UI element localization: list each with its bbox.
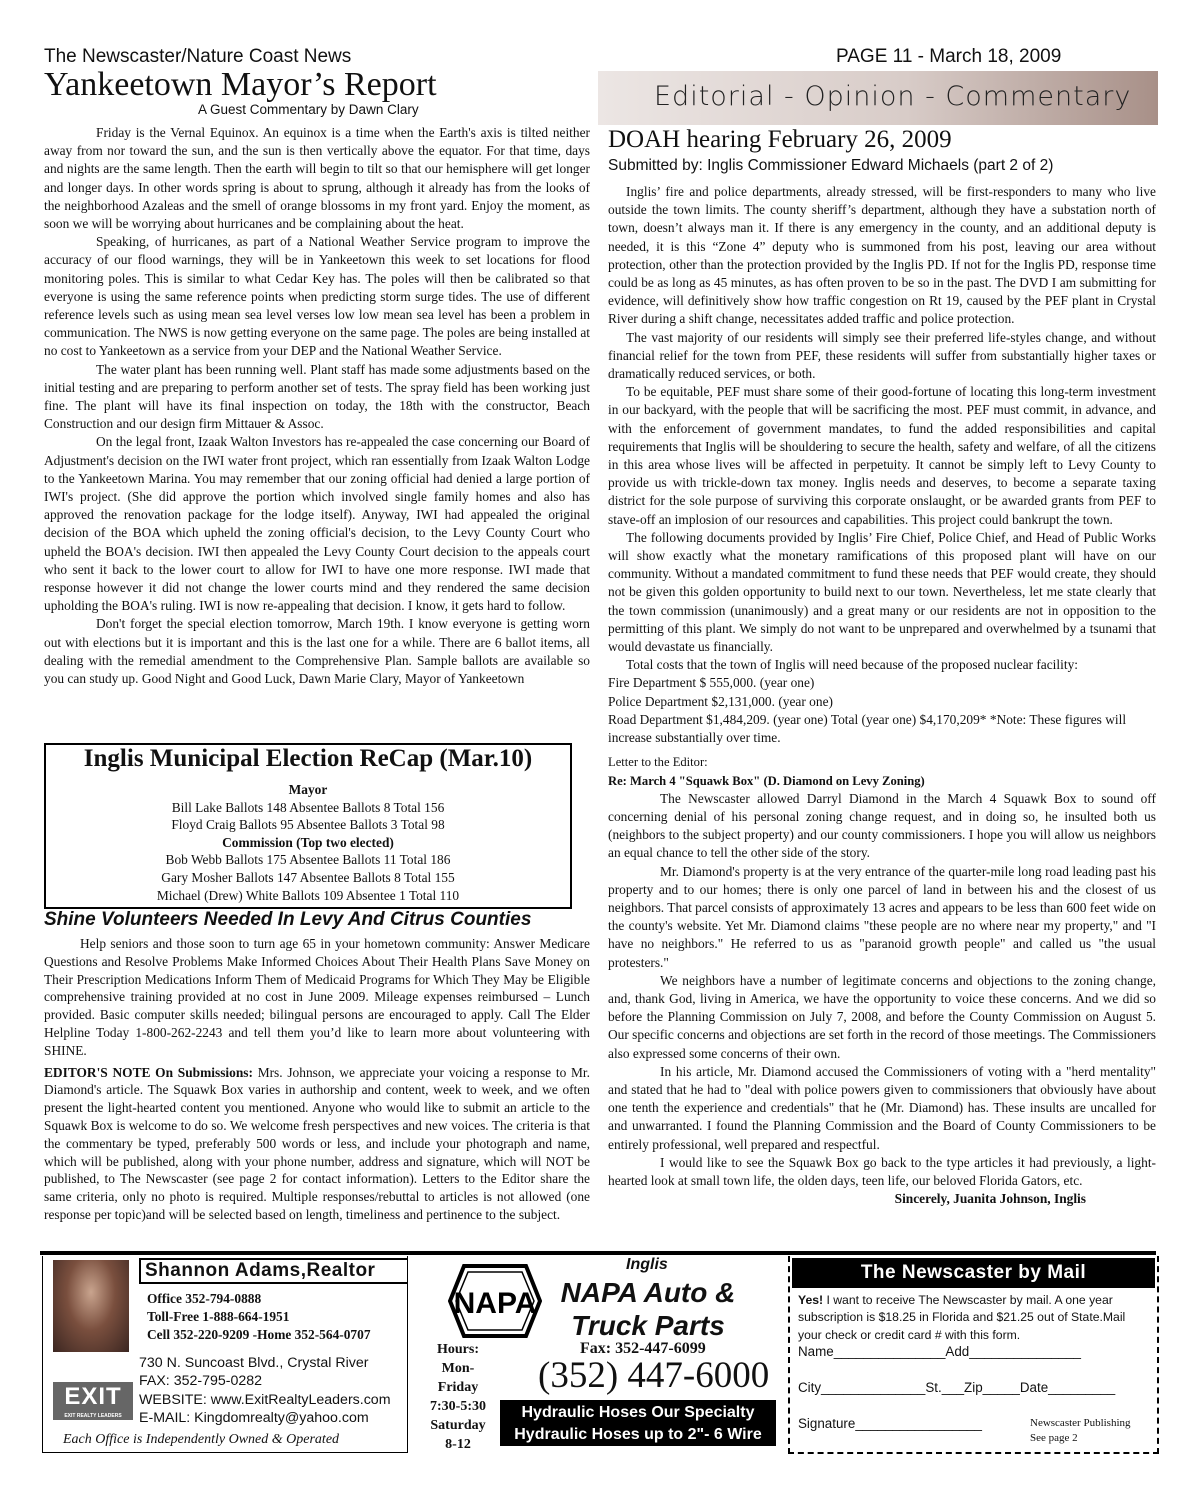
editorial-paragraph: To be equitable, PEF must share some of their good-fortune of locating this long-term investment in our backyard, with the people that will be sacrificing the most. PEF must commit, in advance, and with the enforcement of government mandates, to fund the added responsibilities and capital requirements that Inglis will be shouldering to secure the health, safety and welfare, of all the citizens in this area whose lives will be affected in perpetuity. It cannot be simply left to Levy County to provide us with trickle-down tax money. Inglis needs and deserves, to become a separate taxing district for the sole purpose of surviving this corporate onslaught, or be awarded grants from PEF to stave-off an implosion of our resources and capabilities. This project could bankrupt the town. bbox=[608, 384, 1156, 527]
letter-subject: Re: March 4 "Squawk Box" (D. Diamond on Levy Zoning) bbox=[608, 773, 925, 788]
editor-note-text: Mrs. Johnson, we appreciate your voicing a response to Mr. Diamond's article. The Squawk Box varies in authorship and content, week to week, and we often present the light-hearted content you mentioned. Anyone who would like to submit an article to the Squawk Box is welcome to do so. We welcome fresh perspectives and new voices. The criteria is that the commentary be typed, preferably 500 words or less, and include your photograph and name, which will be published, along with your phone number, address and signature, which will NOT be published, to The Newscaster (see page 2 for contact information). Letters to the Editor share the same criteria, only no photo is required. Multiple responses/rebuttal to articles is not allowed (one response per topic)and will be selected based on length, timeliness and pertinence to the subject. bbox=[44, 1064, 590, 1222]
mail-footer-line: Newscaster Publishing bbox=[1030, 1417, 1131, 1429]
napa-hours-line: Hours: bbox=[437, 1342, 479, 1357]
letter-paragraph: The Newscaster allowed Darryl Diamond in the March 4 Squawk Box to sound off concerning denial of his personal zoning change request, and in doing so, he insulted both us (neighbors to the subject property) and our county commissioners. I hope you will allow us neighbors an equal chance to tell the other side of the story. bbox=[608, 790, 1156, 861]
mayor-report-title: Yankeetown Mayor’s Report bbox=[44, 66, 437, 103]
realtor-ad bbox=[42, 1256, 408, 1453]
realtor-name: Shannon Adams,Realtor bbox=[139, 1258, 407, 1284]
election-title: Inglis Municipal Election ReCap (Mar.10) bbox=[83, 745, 533, 772]
mail-signature-field: Signature_________________ bbox=[798, 1416, 982, 1431]
election-results bbox=[46, 781, 570, 904]
mayor-paragraph: Friday is the Vernal Equinox. An equinox is a time when the Earth's axis is tilted neither away from nor toward the sun, and the sun is then vertically above the equator. For that time, days and nights are the same length. Then the earth will begin to tilt so that our hemisphere will get longer and longer days. In other words spring is about to sprung, although it already has from the looks of the neighborhood Azaleas and the smell of orange blossoms in my front yard. Enjoy the moment, as soon we will be worrying about hurricanes and be complaining about the heat. bbox=[44, 125, 590, 232]
realtor-address: 730 N. Suncoast Blvd., Crystal River bbox=[139, 1355, 369, 1371]
napa-hours-line: 7:30-5:30 bbox=[430, 1399, 486, 1414]
editorial-paragraph: The vast majority of our residents will simply see their preferred life-styles change, and without financial relief for the town from PEF, these residents will suffer from substantially higher taxes or dramatically reduced services, or both. bbox=[608, 329, 1156, 382]
mail-name-field: Name_______________Add_______________ bbox=[798, 1344, 1081, 1359]
napa-phone: (352) 447-6000 bbox=[538, 1355, 770, 1396]
realtor-phone: Toll-Free 1-888-664-1951 bbox=[147, 1309, 290, 1324]
napa-name-line: Truck Parts bbox=[571, 1310, 725, 1341]
realtor-fax: FAX: 352-795-0282 bbox=[139, 1373, 263, 1390]
election-heading: Commission (Top two elected) bbox=[222, 834, 394, 850]
shine-title: Shine Volunteers Needed In Levy And Citrus Counties bbox=[44, 909, 532, 930]
napa-name-line: NAPA Auto & bbox=[560, 1277, 736, 1308]
napa-name bbox=[548, 1276, 748, 1342]
editor-note bbox=[44, 1064, 590, 1224]
napa-hours-line: 8-12 bbox=[445, 1437, 471, 1452]
editorial-body bbox=[608, 183, 1156, 1208]
doah-title: DOAH hearing February 26, 2009 bbox=[608, 126, 952, 153]
exit-logo-subtext: EXIT REALTY LEADERS bbox=[64, 1413, 122, 1419]
editor-note-label: EDITOR'S NOTE On Submissions: bbox=[44, 1064, 253, 1080]
editorial-banner bbox=[598, 71, 1158, 125]
letter-paragraph: We neighbors have a number of legitimate concerns and objections to the zoning change, and, thank God, living in America, we have the opportunity to voice these concerns. And we did so before the Planning Commission on July 7, 2008, and before the County Commission on August 5. Our specific concerns and objections are set forth in the record of those meetings. The Commissioners also expressed some concerns of their own. bbox=[608, 972, 1156, 1061]
exit-logo-text: EXIT bbox=[64, 1383, 122, 1410]
election-line: Bob Webb Ballots 175 Absentee Ballots 11 Total 186 bbox=[165, 852, 451, 868]
napa-hours bbox=[416, 1340, 500, 1454]
letter-paragraph: I would like to see the Squawk Box go back to the type articles it had previously, a light-hearted look at small town life, the olden days, teen life, our beloved Florida Gators, etc. bbox=[608, 1154, 1156, 1188]
napa-logo-text: NAPA bbox=[453, 1287, 537, 1320]
election-heading: Mayor bbox=[288, 782, 328, 797]
cost-line: Road Department $1,484,209. (year one) Total (year one) $4,170,209* *Note: These figures will increase substantially over time. bbox=[608, 711, 1127, 746]
mayor-paragraph: Don't forget the special election tomorrow, March 19th. I know everyone is getting worn out with elections but it is important and this is the last one for a while. There are 6 ballot items, all dealing with the remedial amendment to the Comprehensive Plan. Sample ballots are available so you can study up. Good Night and Good Luck, Dawn Marie Clary, Mayor of Yankeetown bbox=[44, 616, 590, 687]
napa-hose-line: Hydraulic Hoses Our Specialty bbox=[521, 1404, 755, 1421]
doah-subtitle: Submitted by: Inglis Commissioner Edward Michaels (part 2 of 2) bbox=[608, 157, 1054, 174]
realtor-phone: Cell 352-220-9209 -Home 352-564-0707 bbox=[147, 1327, 371, 1342]
mail-city-field: City______________St.___Zip_____Date_________ bbox=[798, 1380, 1116, 1395]
mail-subscription-form bbox=[788, 1256, 1159, 1454]
realtor-photo bbox=[53, 1260, 129, 1352]
editorial-banner-text: Editorial - Opinion - Commentary bbox=[654, 81, 1132, 112]
mayor-report-body bbox=[44, 124, 590, 688]
mail-form-title: The Newscaster by Mail bbox=[792, 1258, 1155, 1288]
letter-paragraph: In his article, Mr. Diamond accused the Commissioners of voting with a "herd mentality" and stated that he had to "deal with police powers given to commissioners that obviously have about one tenth the experience and credentials" that he (Mr. Diamond) has. These insults are uncalled for and unwarranted. I found the Planning Commission and the Board of County Commissioners to be entirely professional, well prepared and respectful. bbox=[608, 1063, 1156, 1152]
shine-body bbox=[44, 935, 590, 1224]
realtor-phones bbox=[147, 1290, 371, 1344]
napa-town: Inglis bbox=[626, 1256, 668, 1273]
mail-form-text bbox=[798, 1292, 1150, 1344]
napa-logo-icon bbox=[448, 1262, 542, 1340]
napa-fax: Fax: 352-447-6099 bbox=[580, 1340, 706, 1357]
realtor-footer: Each Office is Independently Owned & Operated bbox=[63, 1432, 340, 1447]
cost-line: Police Department $2,131,000. (year one) bbox=[608, 693, 833, 709]
editorial-paragraph: The following documents provided by Inglis’ Fire Chief, Police Chief, and Head of Public Works will show exactly what the monetary ramifications of this proposed plant will have on our community. Without a mandated commitment to fund these needs that PEF would create, they should not be given this golden opportunity to build next to our town. Nevertheless, let me state clearly that the town commission (unanimously) and a great many or our residents are not in opposition to the permitting of this plant. We simply do not want to be unprepared and overwhelmed by a tsunami that would devastate us financially. bbox=[608, 529, 1156, 655]
letter-signature: Sincerely, Juanita Johnson, Inglis bbox=[894, 1191, 1086, 1207]
shine-paragraph: Help seniors and those soon to turn age 65 in your hometown community: Answer Medicare Questions and Resolve Problems Make Informed Choices About Their Health Plans Save Money on Their Prescription Medications Inform Them of Medicaid Programs for Which They May be Eligible comprehensive training provided at no cost in June 2009. Mileage expenses reimbursed – Lunch provided. Basic computer skills needed; bilingual persons are encouraged to apply. Call The Elder Helpline Today 1-800-262-2243 and tell them you’d like to learn more about volunteering with SHINE. bbox=[44, 936, 590, 1058]
napa-hose-line: Hydraulic Hoses up to 2"- 6 Wire bbox=[514, 1426, 762, 1443]
napa-hours-line: Friday bbox=[437, 1380, 479, 1395]
napa-hose-banner bbox=[500, 1400, 776, 1446]
mayor-paragraph: On the legal front, Izaak Walton Investors has re-appealed the case concerning our Board of Adjustment's decision on the IWI water front project, which ran essentially from Izaak Walton Lodge to the Yankeetown Marina. You may remember that our zoning official had denied a large portion of IWI's project. (She did approve the portion which involved single family homes and also has approved the renovation package for the lodge itself). Anyway, IWI had appealed the original decision of the BOA which upheld the zoning official's decision, to the Levy County Court who upheld the BOA's decision. IWI then appealed the Levy County Court decision to the appeals court who sent it back to the lower court to allow for IWI to have one more response. IWI made that response however it did not change the lower courts mind and they rendered the same decision upholding the BOA's ruling. IWI is now re-appealing that decision. I know, it gets hard to follow. bbox=[44, 434, 590, 614]
realtor-contact bbox=[139, 1354, 391, 1428]
mail-form-description: I want to receive The Newscaster by mail. A one year subscription is $18.25 in Florida and $21.25 out of State.Mail your check or credit card # with this form. bbox=[798, 1293, 1126, 1342]
realtor-website: WEBSITE: www.ExitRealtyLeaders.com bbox=[139, 1391, 391, 1408]
election-line: Floyd Craig Ballots 95 Absentee Ballots 3 Total 98 bbox=[171, 817, 445, 833]
exit-realty-logo bbox=[53, 1382, 133, 1420]
editorial-paragraph: Inglis’ fire and police departments, already stressed, will be first-responders to many who live outside the town limits. The county sheriff’s department, although they have a substation north of town, doesn’t always man it. If there is any emergency in the county, and an additional deputy is needed, it is this “Zone 4” deputy who is summoned from his post, leaving our area without protection, other than the protection provided by the Inglis PD. If not for the Inglis PD, response time could be as long as 45 minutes, as has often proven to be so in the past. The DVD I am submitting for evidence, will definitively show how traffic congestion on Rt 19, caused by the PEF plant in Crystal River during a shift change, necessitates added traffic and police protection. bbox=[608, 184, 1156, 327]
mail-footer-line: See page 2 bbox=[1030, 1432, 1078, 1444]
napa-ad bbox=[410, 1256, 780, 1452]
ad-row-divider bbox=[40, 1251, 1156, 1255]
realtor-email: E-MAIL: Kingdomrealty@yahoo.com bbox=[139, 1410, 369, 1427]
cost-line: Fire Department $ 555,000. (year one) bbox=[608, 675, 815, 691]
realtor-phone: Office 352-794-0888 bbox=[147, 1291, 262, 1306]
editorial-paragraph: Total costs that the town of Inglis will need because of the proposed nuclear facility: bbox=[626, 657, 1078, 673]
mail-form-yes: Yes! bbox=[798, 1293, 824, 1307]
election-line: Bill Lake Ballots 148 Absentee Ballots 8 Total 156 bbox=[171, 799, 445, 815]
napa-hours-line: Saturday bbox=[430, 1418, 486, 1433]
letter-paragraph: Mr. Diamond's property is at the very entrance of the quarter-mile long road leading past his property and to our homes; there is only one parcel of land in between his and the closest of us neighbors. That parcel consists of approximately 13 acres and appears to be less than 600 feet wide on the county's website. Yet Mr. Diamond claims "these people are no where near my property," and "I have no neighbors." He referred to us as "paranoid growth people" and called us "the usual protesters." bbox=[608, 863, 1156, 970]
napa-hours-line: Mon- bbox=[441, 1361, 475, 1376]
election-recap-box bbox=[44, 743, 572, 909]
election-line: Michael (Drew) White Ballots 109 Absentee 1 Total 110 bbox=[156, 887, 460, 903]
paper-name: The Newscaster/Nature Coast News bbox=[44, 46, 352, 67]
mayor-paragraph: Speaking, of hurricanes, as part of a National Weather Service program to improve the accuracy of our flood warnings, they will be in Yankeetown this week to set locations for flood monitoring poles. This is similar to what Cedar Key has. The poles will then be calibrated so that everyone is using the same reference points when predicting storm surge tides. The use of different reference levels such as using mean sea level verses low low mean sea level has been a problem in communication. The NWS is now getting everyone on the same page. The poles are being installed at no cost to Yankeetown as a service from your DEP and the National Weather Service. bbox=[44, 234, 590, 359]
page-info: PAGE 11 - March 18, 2009 bbox=[836, 46, 1062, 67]
mail-form-footer bbox=[1030, 1416, 1131, 1446]
letter-intro: Letter to the Editor: bbox=[608, 755, 708, 770]
mayor-paragraph: The water plant has been running well. Plant staff has made some adjustments based on the initial testing and are preparing to perform another set of tests. The spray field has been working just fine. The plant will have its final inspection on today, the 18th with the constructor, Beach Construction and our design firm Mittauer & Assoc. bbox=[44, 361, 590, 432]
election-line: Gary Mosher Ballots 147 Absentee Ballots 8 Total 155 bbox=[161, 869, 455, 885]
mayor-report-byline: A Guest Commentary by Dawn Clary bbox=[198, 102, 419, 117]
